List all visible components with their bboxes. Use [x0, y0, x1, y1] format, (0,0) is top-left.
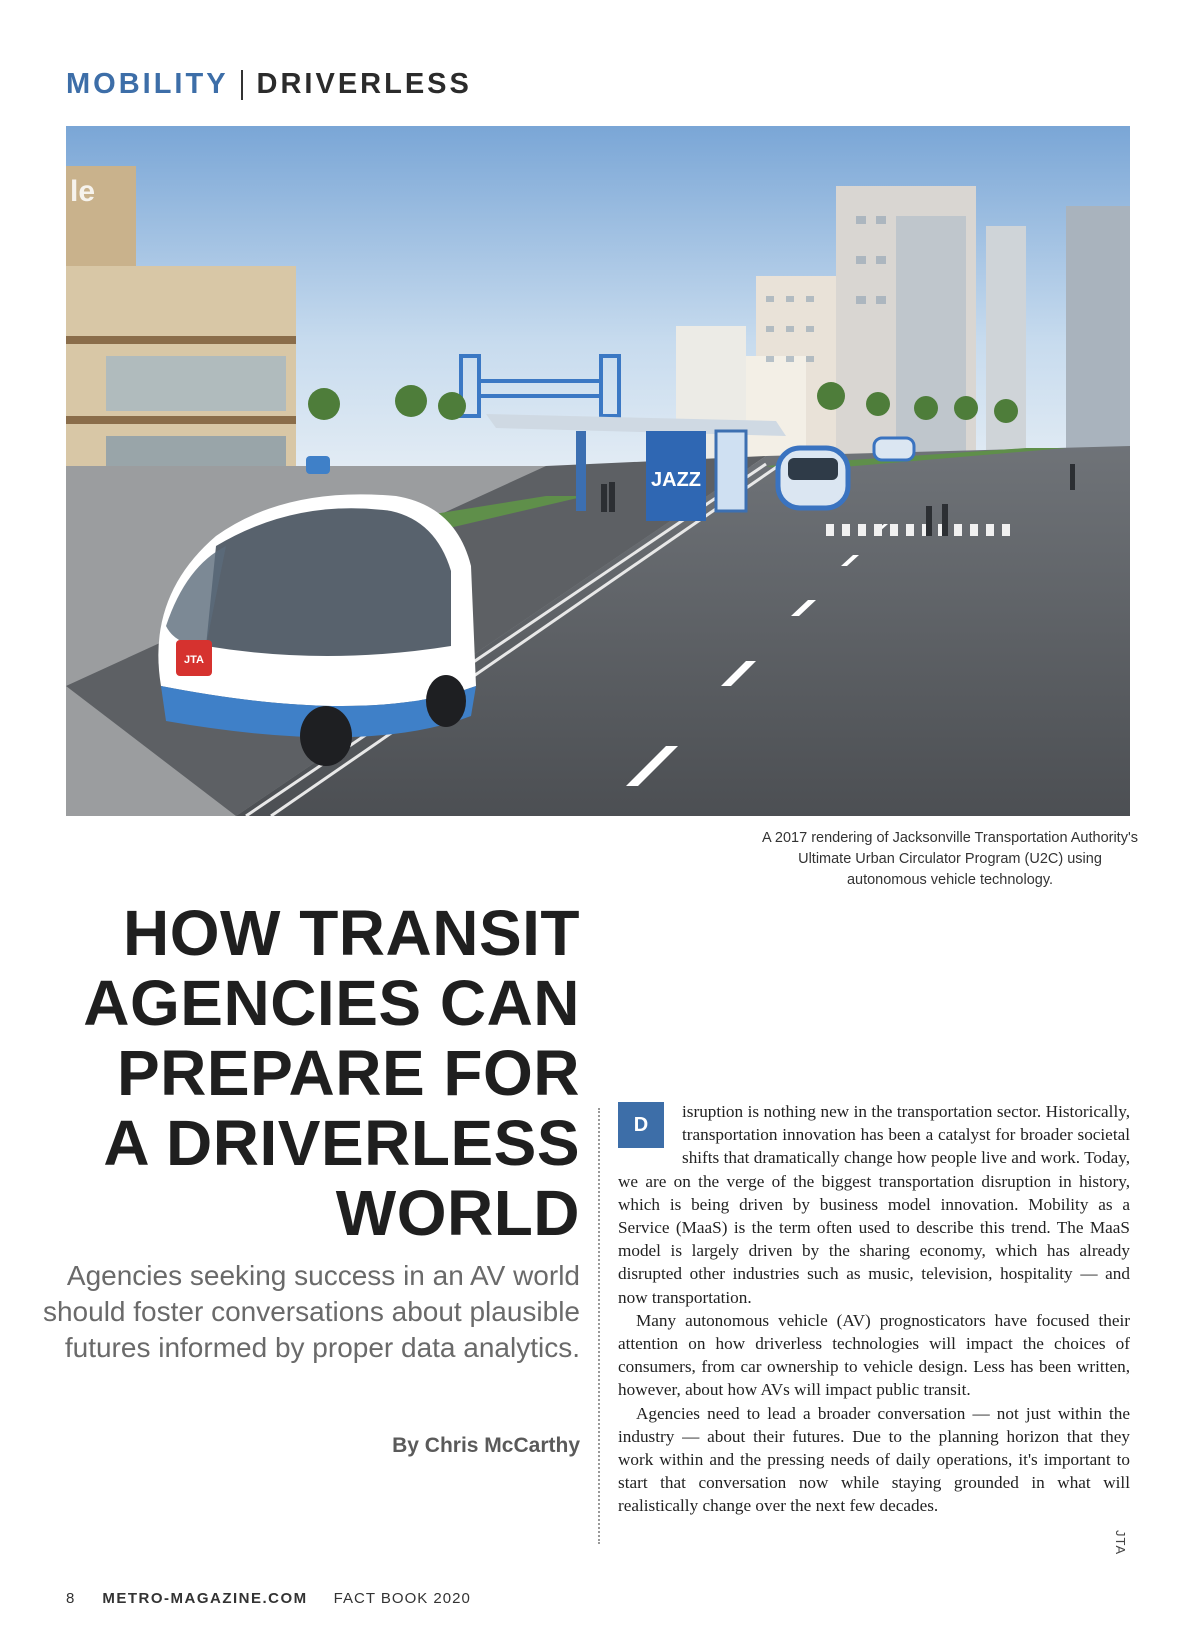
- byline: By Chris McCarthy: [392, 1434, 580, 1457]
- headline-line: A DRIVERLESS: [103, 1107, 580, 1179]
- svg-text:le: le: [70, 175, 96, 208]
- section-label: MOBILITY: [66, 68, 229, 100]
- image-caption: A 2017 rendering of Jacksonville Transportation Authority's Ultimate Urban Circulator Program (U2C) using autonomous vehicle technology.: [762, 830, 1138, 888]
- headline: [20, 898, 580, 1248]
- section-header: [66, 68, 472, 101]
- article-body: [618, 1100, 1130, 1518]
- subsection-label: DRIVERLESS: [256, 68, 472, 100]
- headline-line: AGENCIES CAN: [83, 967, 580, 1039]
- headline-line: HOW TRANSIT: [123, 897, 580, 969]
- body-paragraph: Agencies need to lead a broader conversation — not just within the industry — about their futures. Due to the planning horizon that they work within and the pressing needs of daily operations, it's important to start that conversation now while staying grounded in what will realistically change over the next few decades.: [618, 1403, 1130, 1516]
- article-deck: Agencies seeking success in an AV world should foster conversations about plausible futures informed by proper data analytics.: [42, 1260, 580, 1363]
- headline-line: PREPARE FOR: [116, 1037, 580, 1109]
- shuttle-logo-text: JTA: [184, 654, 204, 666]
- page-number: 8: [66, 1590, 75, 1607]
- body-paragraph: Many autonomous vehicle (AV) prognosticators have focused their attention on how driverless technologies will impact the choices of consumers, from car ownership to vehicle design. Less has been written, however, about how AVs will impact public transit.: [618, 1310, 1130, 1400]
- photo-credit: JTA: [1113, 1530, 1128, 1556]
- body-paragraph-text: isruption is nothing new in the transportation sector. Historically, transportation innovation has been a catalyst for broader societal shifts that dramatically change how people live and work. Today, we are on the verge of the biggest transportation disruption in history, which is being driven by business model innovation. Mobility as a Service (MaaS) is the term often used to describe this trend. The MaaS model is largely driven by the sharing economy, which has already disrupted other industries such as music, television, hospitality — and now transportation.: [618, 1102, 1130, 1307]
- header-divider: [241, 70, 243, 100]
- body-paragraph: [618, 1100, 1130, 1309]
- drop-cap: D: [618, 1102, 664, 1148]
- footer-site: METRO-MAGAZINE.COM: [102, 1590, 308, 1607]
- shelter-sign-text: JAZZ: [651, 469, 701, 491]
- column-rule: [598, 1108, 600, 1544]
- page-footer: [66, 1590, 471, 1607]
- headline-line: WORLD: [335, 1177, 580, 1249]
- footer-issue: FACT BOOK 2020: [333, 1590, 471, 1607]
- hero-image: [66, 126, 1130, 816]
